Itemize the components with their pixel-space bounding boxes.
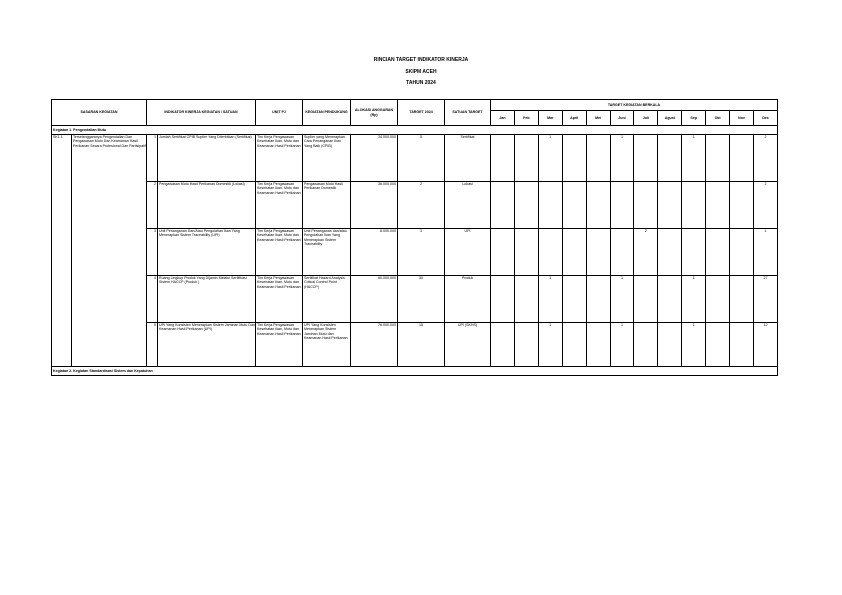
month-target-cell — [658, 276, 682, 323]
month-target-cell: 1 — [610, 135, 634, 182]
month-target-cell: 1 — [682, 276, 706, 323]
month-target-cell — [514, 276, 538, 323]
month-header: Agust — [658, 111, 682, 126]
kegiatan-cell: Sertifikat Hazard Analysis Critical Control Point (HACCP) — [303, 276, 351, 323]
col-header-unit: UNIT PJ — [256, 100, 303, 126]
satuan-cell: Produk — [445, 276, 491, 323]
month-target-cell — [586, 323, 610, 367]
month-target-cell — [706, 229, 730, 276]
unit-cell: Tim Kerja Pengawasan Kesehatan Ikan, Mutu dan Keamanan Hasil Perikanan — [256, 182, 303, 229]
month-target-cell — [610, 182, 634, 229]
satuan-cell: Lokasi — [445, 182, 491, 229]
month-target-cell — [658, 182, 682, 229]
month-target-cell: 2 — [753, 182, 777, 229]
month-target-cell — [514, 182, 538, 229]
unit-cell: Tim Kerja Pengawasan Kesehatan Ikan, Mutu dan Keamanan Hasil Perikanan — [256, 135, 303, 182]
target-cell: 2 — [398, 182, 445, 229]
month-target-cell — [491, 276, 515, 323]
month-target-cell — [491, 182, 515, 229]
month-target-cell — [706, 323, 730, 367]
month-header: Mei — [586, 111, 610, 126]
table-row — [52, 276, 778, 323]
month-target-cell — [586, 229, 610, 276]
table-row — [52, 135, 778, 182]
indikator-cell: Pengawasan Mutu Hasil Perikanan Domestik (Lokasi) — [158, 182, 256, 229]
indikator-cell: UPI Yang Konsisten Menerapkan Sistem Jaminan Mutu Dan Keamanan Hasil Perikanan (UPI) — [158, 323, 256, 367]
month-target-cell — [538, 182, 562, 229]
kegiatan-cell: Pengawasan Mutu Hasil Perikanan Domestik — [303, 182, 351, 229]
month-target-cell — [634, 182, 658, 229]
month-target-cell — [514, 323, 538, 367]
alokasi-cell: 8.000.000 — [351, 229, 398, 276]
month-target-cell — [514, 229, 538, 276]
month-target-cell — [634, 276, 658, 323]
month-header: Feb — [514, 111, 538, 126]
sasaran-text: Terselenggaranya Pengendalian Dan Pengawasan Mutu Dan Keamanan Hasil Perikanan Secara Profesional Dan Partisipatif — [72, 135, 147, 367]
report-subtitle-office: SKIPM ACEH — [405, 69, 437, 75]
month-target-cell: 1 — [610, 323, 634, 367]
month-target-cell — [730, 182, 754, 229]
month-target-cell: 1 — [610, 276, 634, 323]
table-row — [52, 182, 778, 229]
month-header: Mar — [538, 111, 562, 126]
col-header-target: TARGET 2024 — [398, 100, 445, 126]
month-target-cell — [658, 135, 682, 182]
month-header: Des — [753, 111, 777, 126]
month-header: April — [562, 111, 586, 126]
report-subtitle-year: TAHUN 2024 — [406, 80, 436, 86]
section-heading-2: Kegiatan 2. Kegiatan Standardisasi Sistem dan Kepatuhan — [52, 367, 778, 376]
month-target-cell — [682, 229, 706, 276]
col-header-alokasi: ALOKASI ANGGARAN (Rp) — [351, 100, 398, 126]
table-row — [52, 229, 778, 276]
col-header-berkala: TARGET KEGIATAN BERKALA — [491, 100, 778, 111]
unit-cell: Tim Kerja Pengawasan Kesehatan Ikan, Mutu dan Keamanan Hasil Perikanan — [256, 323, 303, 367]
row-number: 3 — [147, 229, 158, 276]
month-header: Nov — [730, 111, 754, 126]
month-target-cell — [706, 182, 730, 229]
month-target-cell: 1 — [538, 135, 562, 182]
section-heading-1: Kegiatan 1. Pengendalian Mutu — [52, 126, 778, 135]
month-target-cell — [658, 323, 682, 367]
month-header: Juli — [634, 111, 658, 126]
month-target-cell — [562, 229, 586, 276]
alokasi-cell: 34.000.000 — [351, 135, 398, 182]
row-number: 2 — [147, 182, 158, 229]
alokasi-cell: 76.000.000 — [351, 323, 398, 367]
row-number: 4 — [147, 276, 158, 323]
month-header: Juni — [610, 111, 634, 126]
satuan-cell: UPI (SKHS) — [445, 323, 491, 367]
target-table — [51, 99, 778, 376]
month-target-cell — [682, 182, 706, 229]
month-target-cell: 12 — [753, 323, 777, 367]
month-target-cell — [658, 229, 682, 276]
alokasi-cell: 60.000.000 — [351, 276, 398, 323]
month-target-cell — [730, 323, 754, 367]
month-target-cell — [562, 323, 586, 367]
month-header: Sep — [682, 111, 706, 126]
kegiatan-cell: Unit Penanganan dan/atau Pengolahan Ikan Yang Menerapkan Sistem Traceability — [303, 229, 351, 276]
col-header-indikator: INDIKATOR KINERJA KEGIATAN / SATUAN — [147, 100, 256, 126]
month-target-cell — [706, 135, 730, 182]
month-header: Okt — [706, 111, 730, 126]
month-target-cell — [730, 135, 754, 182]
table-row — [52, 323, 778, 367]
month-target-cell — [562, 135, 586, 182]
month-target-cell — [610, 229, 634, 276]
month-target-cell — [586, 276, 610, 323]
unit-cell: Tim Kerja Pengawasan Kesehatan Ikan, Mutu dan Keamanan Hasil Perikanan — [256, 276, 303, 323]
month-target-cell: 1 — [538, 323, 562, 367]
report-title: RINCIAN TARGET INDIKATOR KINERJA — [373, 57, 469, 63]
satuan-cell: UPI — [445, 229, 491, 276]
month-target-cell: 1 — [682, 323, 706, 367]
target-cell: 15 — [398, 323, 445, 367]
month-target-cell — [491, 135, 515, 182]
col-header-sasaran: SASARAN KEGIATAN — [52, 100, 147, 126]
month-target-cell — [562, 276, 586, 323]
month-target-cell: 2 — [634, 229, 658, 276]
month-target-cell — [634, 135, 658, 182]
month-target-cell — [538, 229, 562, 276]
month-target-cell: 27 — [753, 276, 777, 323]
satuan-cell: Sertifikat — [445, 135, 491, 182]
month-target-cell — [514, 135, 538, 182]
row-number: 1 — [147, 135, 158, 182]
kegiatan-cell: Suplier yang Menerapkan Cara Penanganan Ikan Yang Baik (CPIB) — [303, 135, 351, 182]
month-target-cell — [730, 229, 754, 276]
month-target-cell: 2 — [753, 135, 777, 182]
target-cell: 5 — [398, 135, 445, 182]
month-target-cell: 1 — [538, 276, 562, 323]
col-header-satuan: SATUAN TARGET — [445, 100, 491, 126]
row-number: 5 — [147, 323, 158, 367]
month-target-cell — [730, 276, 754, 323]
month-target-cell — [706, 276, 730, 323]
col-header-kegiatan: KEGIATAN PENDUKUNG — [303, 100, 351, 126]
month-target-cell — [491, 323, 515, 367]
month-target-cell — [586, 182, 610, 229]
indikator-cell: Ruang Lingkup Produk Yang Dijamin Melalui Sertifikasi Sistem HACCP (Produk ) — [158, 276, 256, 323]
month-target-cell — [586, 135, 610, 182]
sasaran-code: SK1.1 — [52, 135, 72, 367]
month-target-cell: 1 — [682, 135, 706, 182]
month-header: Jan — [491, 111, 515, 126]
target-cell: 3 — [398, 229, 445, 276]
kegiatan-cell: UPI Yang Konsisten Menerapkan Sistem Jaminan Mutu dan Keamanan Hasil Perikanan — [303, 323, 351, 367]
indikator-cell: Unit Penanganan Dan/Atau Pengolahan Ikan Yang Menerapkan Sistem Traceability (UPI) — [158, 229, 256, 276]
target-cell: 30 — [398, 276, 445, 323]
indikator-cell: Jumlah Sertifikat CPIB Supiler Yang Diterbitkan (Sertifikat) — [158, 135, 256, 182]
month-target-cell — [562, 182, 586, 229]
month-target-cell — [634, 323, 658, 367]
unit-cell: Tim Kerja Pengawasan Kesehatan Ikan, Mutu dan Keamanan Hasil Perikanan — [256, 229, 303, 276]
month-target-cell — [491, 229, 515, 276]
month-target-cell: 1 — [753, 229, 777, 276]
alokasi-cell: 36.000.000 — [351, 182, 398, 229]
